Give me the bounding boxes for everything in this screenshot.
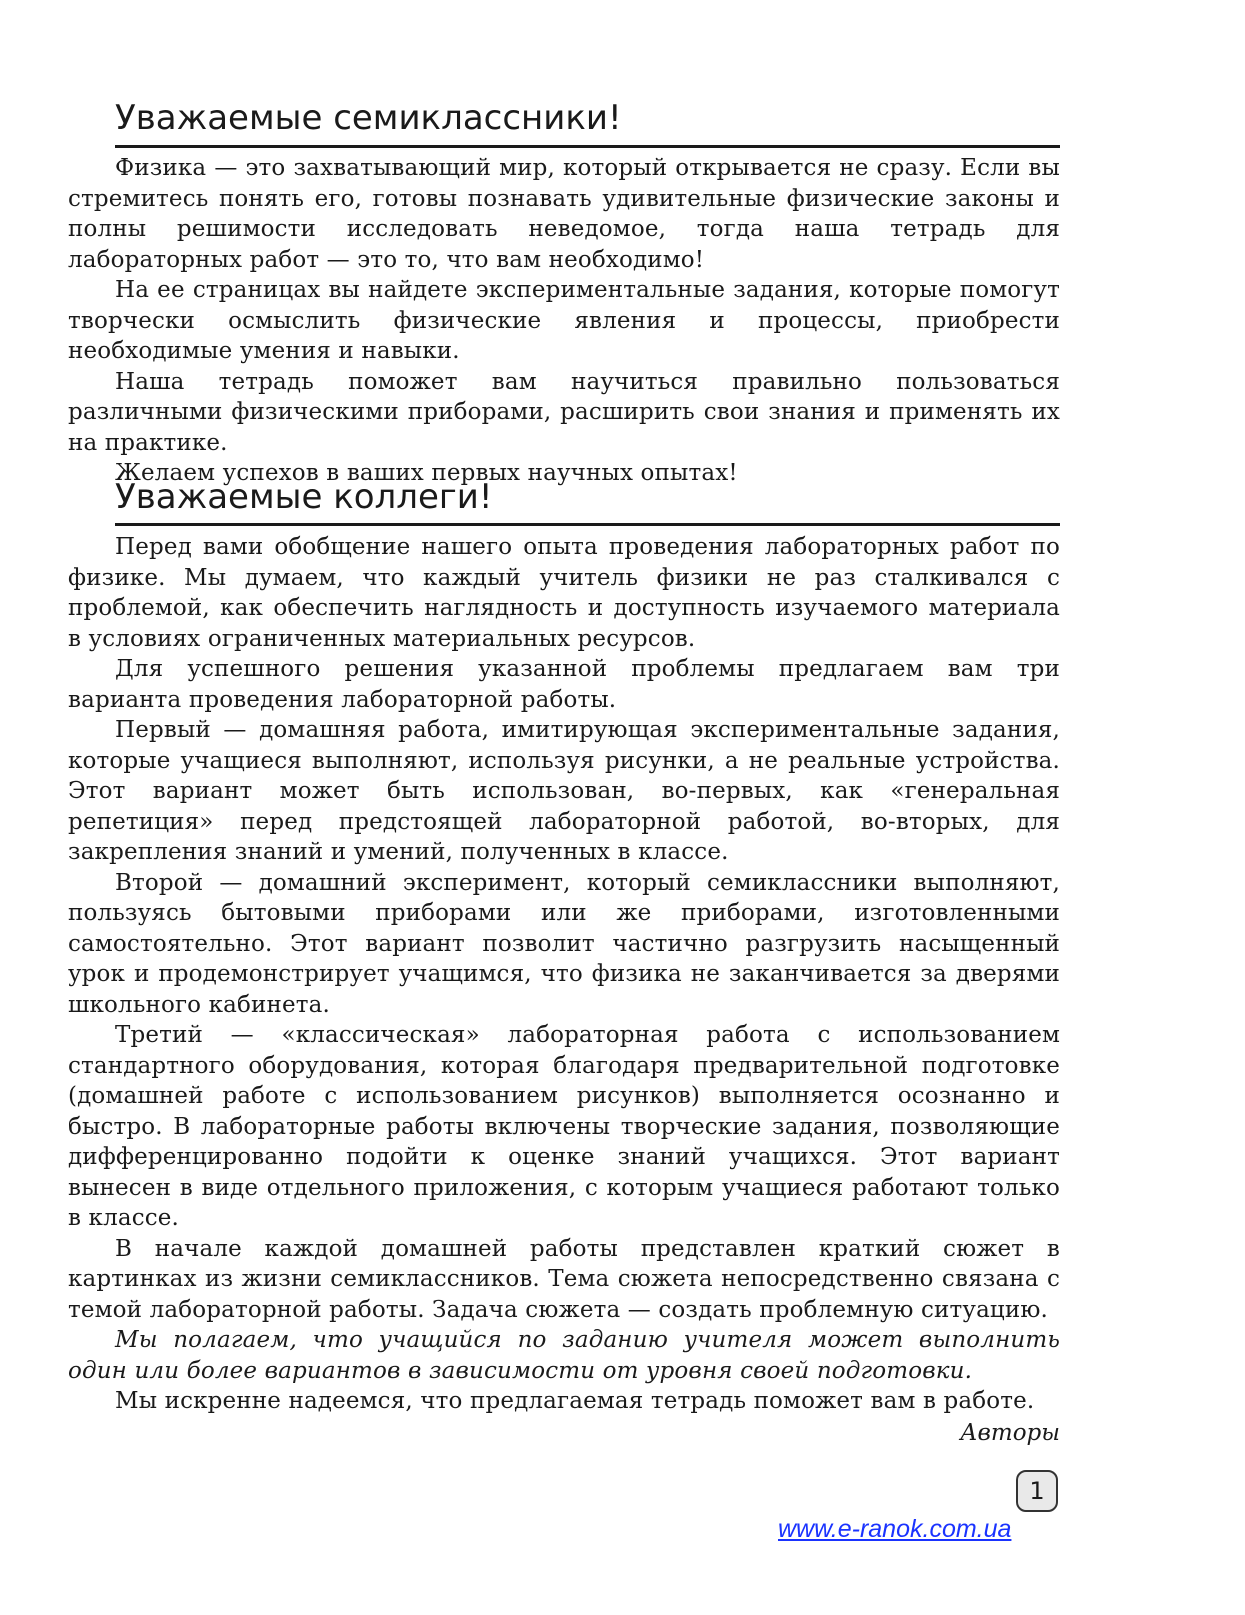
paragraph: Физика — это захватывающий мир, который открывается не сразу. Если вы стремитесь понять его, готовы познавать удивительные физические законы и полны решимости исследовать неведомое, тогда наша тетрадь для лабораторных работ — это то, что вам необходимо! [68, 155, 1060, 273]
authors-signature: Авторы [960, 1420, 1060, 1446]
heading-rule [115, 523, 1060, 526]
section-heading-students: Уважаемые семиклассники! [115, 98, 622, 138]
section-students-body [68, 153, 1060, 489]
section-colleagues-body [68, 532, 1060, 1417]
page-number-badge: 1 [1016, 1470, 1058, 1512]
paragraph: Мы искренне надеемся, что предлагаемая тетрадь поможет вам в работе. [115, 1388, 1035, 1414]
italic-paragraph: Мы полагаем, что учащийся по заданию учителя может выполнить один или более вариантов в зависимости от уровня своей подготовки. [68, 1327, 1060, 1384]
section-heading-colleagues: Уважаемые коллеги! [115, 477, 493, 517]
paragraph: Наша тетрадь поможет вам научиться правильно пользоваться различными физическими приборами, расширить свои знания и применять их на практике. [68, 368, 1060, 456]
paragraph: На ее страницах вы найдете экспериментальные задания, которые помогут творчески осмыслить физические явления и процессы, приобрести необходимые умения и навыки. [68, 277, 1060, 364]
paragraph: Желаем успехов в ваших первых научных опытах! [115, 460, 738, 486]
paragraph: Первый — домашняя работа, имитирующая экспериментальные задания, которые учащиеся выполняют, используя рисунки, а не реальные устройства. Этот вариант может быть использован, во-первых, как «генеральная репетиция» перед предстоящей лабораторной работой, во-вторых, для закрепления знаний и умений, полученных в классе. [68, 717, 1060, 865]
heading-rule [115, 145, 1060, 148]
paragraph: Перед вами обобщение нашего опыта проведения лабораторных работ по физике. Мы думаем, что каждый учитель физики не раз сталкивался с проблемой, как обеспечить наглядность и доступность изучаемого материала в условиях ограниченных материальных ресурсов. [68, 534, 1060, 652]
website-link[interactable]: www.e-ranok.com.ua [778, 1515, 1012, 1543]
paragraph: Для успешного решения указанной проблемы предлагаем вам три варианта проведения лабораторной работы. [68, 656, 1060, 713]
paragraph: В начале каждой домашней работы представлен краткий сюжет в картинках из жизни семиклассников. Тема сюжета непосредственно связана с темой лабораторной работы. Задача сюжета — создать проблемную ситуацию. [68, 1235, 1060, 1323]
paragraph: Второй — домашний эксперимент, который семиклассники выполняют, пользуясь бытовыми приборами или же приборами, изготовленными самостоятельно. Этот вариант позволит частично разгрузить насыщенный урок и продемонстрирует учащимся, что физика не заканчивается за дверями школьного кабинета. [68, 869, 1060, 1018]
paragraph: Третий — «классическая» лабораторная работа с использованием стандартного оборудования, которая благодаря предварительной подготовке (домашней работе с использованием рисунков) выполняется осознанно и быстро. В лабораторные работы включены творческие задания, позволяющие дифференцированно подойти к оценке знаний учащихся. Этот вариант вынесен в виде отдельного приложения, с которым учащиеся работают только в классе. [68, 1022, 1060, 1231]
